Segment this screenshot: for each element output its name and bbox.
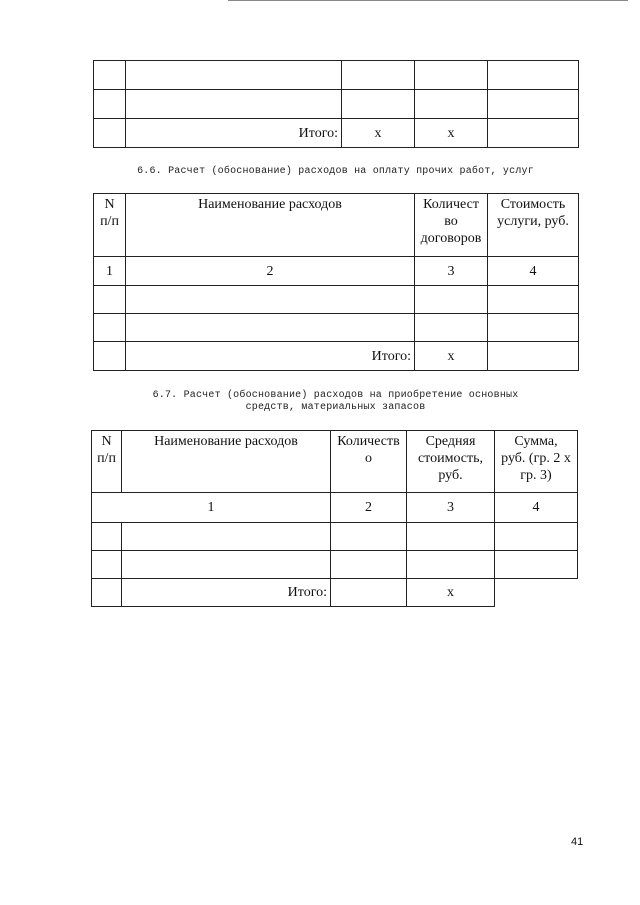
header-line: руб. (438, 468, 463, 483)
column-number-row (92, 493, 578, 523)
table-cell (126, 61, 342, 90)
column-number: 3 (407, 493, 495, 523)
total-col3: х (342, 119, 415, 148)
table-cell (126, 90, 342, 119)
header-avg-cost (407, 431, 495, 493)
header-line: N (101, 434, 112, 449)
header-cost (488, 194, 579, 257)
header-count (415, 194, 488, 257)
table-cell (415, 314, 488, 342)
header-sum (495, 431, 578, 493)
empty-cell (495, 579, 578, 607)
table-cell (488, 286, 579, 314)
table-cell (94, 314, 126, 342)
table-cell (488, 342, 579, 371)
table-cell (415, 90, 488, 119)
header-line: N (104, 197, 115, 212)
caption-6-6: 6.6. Расчет (обоснование) расходов на оплату прочих работ, услуг (137, 166, 534, 177)
column-number: 4 (488, 257, 579, 286)
table-row (92, 551, 578, 579)
table-row (94, 314, 579, 342)
table-cell (94, 119, 126, 148)
table-cell (331, 523, 407, 551)
table-cell (94, 90, 126, 119)
column-number-row (94, 257, 579, 286)
previous-table (93, 60, 579, 148)
table-cell (488, 90, 579, 119)
column-number: 2 (126, 257, 415, 286)
table-cell (415, 286, 488, 314)
header-line: стоимость, (417, 451, 484, 466)
header-line: Количест (423, 197, 479, 212)
page-number: 41 (571, 836, 584, 848)
header-line: услуги, руб. (497, 214, 569, 229)
table-cell (94, 61, 126, 90)
header-line: гр. 3) (520, 468, 552, 483)
column-number: 3 (415, 257, 488, 286)
table-cell (94, 342, 126, 371)
table-cell (342, 90, 415, 119)
caption-6-7-line2: средств, материальных запасов (245, 402, 426, 413)
column-number: 1 (94, 257, 126, 286)
table-row (92, 523, 578, 551)
table-row (94, 90, 579, 119)
table-cell (495, 551, 578, 579)
table-6-7 (91, 430, 578, 607)
column-number: 4 (495, 493, 578, 523)
table-cell (415, 61, 488, 90)
header-name: Наименование расходов (126, 194, 415, 257)
total-label: Итого: (126, 342, 415, 371)
header-row (92, 431, 578, 493)
header-row (94, 194, 579, 257)
table-cell (331, 579, 407, 607)
header-num (94, 194, 126, 257)
total-col3: х (415, 342, 488, 371)
header-line: Количеств (337, 434, 400, 449)
column-number: 1 (92, 493, 331, 523)
table-cell (92, 551, 122, 579)
table-cell (495, 523, 578, 551)
top-rule (228, 0, 628, 1)
header-line: во (444, 214, 458, 229)
table-cell (488, 119, 579, 148)
header-num (92, 431, 122, 493)
table-row (94, 61, 579, 90)
table-cell (331, 551, 407, 579)
table-cell (407, 523, 495, 551)
table-cell (126, 314, 415, 342)
header-line: п/п (100, 214, 119, 229)
table-cell (92, 579, 122, 607)
header-line: Сумма, (514, 434, 558, 449)
header-quantity (331, 431, 407, 493)
header-line: Стоимость (500, 197, 566, 212)
table-cell (122, 523, 331, 551)
table-cell (488, 314, 579, 342)
caption-6-7-line1: 6.7. Расчет (обоснование) расходов на приобретение основных (152, 390, 519, 401)
table-row (94, 286, 579, 314)
header-line: договоров (420, 231, 482, 246)
total-row (94, 342, 579, 371)
table-cell (488, 61, 579, 90)
table-cell (122, 551, 331, 579)
header-line: Средняя (425, 434, 476, 449)
header-line: руб. (гр. 2 х (501, 451, 571, 466)
table-cell (342, 61, 415, 90)
total-row (92, 579, 578, 607)
table-cell (94, 286, 126, 314)
header-name: Наименование расходов (122, 431, 331, 493)
total-label: Итого: (126, 119, 342, 148)
table-cell (92, 523, 122, 551)
column-number: 2 (331, 493, 407, 523)
table-cell (407, 551, 495, 579)
total-col4: х (407, 579, 495, 607)
table-6-6 (93, 193, 579, 371)
total-col4: х (415, 119, 488, 148)
table-cell (126, 286, 415, 314)
header-line: о (365, 451, 372, 466)
total-row (94, 119, 579, 148)
total-label: Итого: (122, 579, 331, 607)
header-line: п/п (97, 451, 116, 466)
